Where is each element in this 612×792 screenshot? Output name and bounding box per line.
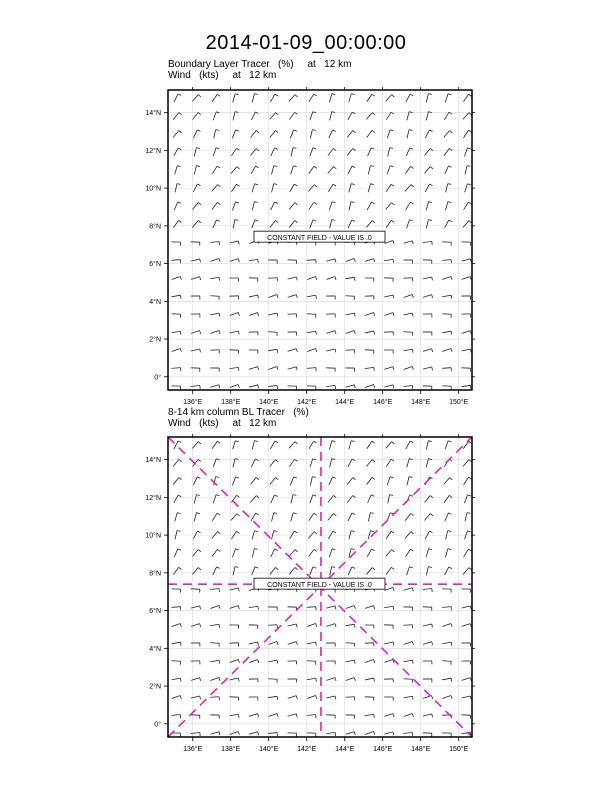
wind-barb — [388, 495, 393, 504]
wind-barb — [386, 567, 394, 574]
wind-barb — [271, 549, 278, 557]
wind-barb — [249, 697, 258, 701]
wind-barb — [310, 477, 315, 486]
wind-barb — [462, 678, 472, 681]
wind-barb — [249, 714, 259, 717]
wind-barb — [384, 587, 394, 590]
wind-barb — [384, 642, 394, 645]
wind-barb — [307, 715, 316, 718]
wind-barb — [289, 459, 297, 466]
wind-barb — [348, 567, 355, 575]
wind-barb — [251, 477, 259, 484]
lon-tick-label: 140°E — [259, 746, 279, 753]
wind-barb — [328, 495, 336, 502]
wind-barb — [291, 513, 297, 522]
wind-barb — [326, 661, 335, 664]
wind-barb — [230, 588, 240, 591]
wind-barb — [249, 732, 259, 735]
wind-barb — [173, 567, 181, 574]
wind-barb — [346, 624, 355, 627]
wind-barb — [213, 567, 220, 575]
lat-tick-label: 4°N — [149, 645, 161, 653]
wind-barb — [268, 625, 277, 628]
wind-barb — [329, 477, 336, 485]
wind-barb — [423, 733, 432, 737]
page-title: 2014-01-09_00:00:00 — [205, 32, 407, 54]
wind-barb — [210, 643, 219, 647]
wind-barb — [404, 713, 414, 716]
wind-barb — [270, 477, 278, 484]
wind-barb — [210, 589, 219, 592]
wind-barb — [270, 567, 278, 574]
wind-barb — [252, 441, 258, 450]
wind-barb — [310, 495, 316, 503]
wind-barb — [423, 588, 432, 591]
wind-barb — [368, 513, 373, 522]
wind-barb — [405, 513, 413, 520]
wind-barb — [442, 623, 452, 626]
wind-barb — [172, 642, 181, 645]
svg-text:CONSTANT FIELD - VALUE IS .0: CONSTANT FIELD - VALUE IS .0 — [267, 581, 372, 589]
wind-barb — [329, 441, 335, 450]
lat-tick-label: 14°N — [145, 110, 161, 118]
wind-barb — [346, 660, 356, 663]
wind-barb — [386, 459, 394, 467]
constant-field-annotation — [254, 578, 385, 589]
wind-barb — [210, 624, 219, 627]
wind-barb — [367, 477, 375, 484]
wind-barb — [326, 624, 336, 627]
wind-barb — [444, 495, 452, 502]
wind-barb — [346, 678, 356, 681]
wind-barb — [426, 441, 432, 450]
lat-tick-label: 14°N — [145, 457, 161, 465]
wind-barb — [384, 679, 393, 682]
lat-tick-label: 0° — [154, 374, 161, 382]
wind-barb — [173, 460, 181, 467]
wind-barb — [365, 625, 374, 629]
wind-barb — [442, 642, 451, 645]
wind-barb — [426, 567, 431, 576]
wind-barb — [212, 441, 220, 448]
wind-barb — [230, 731, 240, 734]
wind-barb — [423, 661, 432, 664]
wind-barb — [231, 514, 240, 521]
lat-tick-label: 2°N — [149, 683, 161, 691]
wind-barb — [329, 549, 335, 558]
wind-barb — [442, 695, 452, 698]
wind-barb — [288, 624, 298, 627]
wind-barb — [233, 441, 239, 450]
wind-barb — [346, 643, 355, 647]
wind-barb — [191, 643, 200, 646]
wind-barb — [407, 459, 413, 468]
wind-barb — [233, 567, 238, 576]
wind-barb — [309, 513, 317, 520]
lon-tick-label: 150°E — [449, 399, 469, 406]
wind-barb — [445, 513, 452, 521]
wind-barb — [310, 459, 316, 468]
wind-barb — [230, 678, 240, 681]
wind-barb — [268, 679, 277, 683]
lat-tick-label: 0° — [154, 721, 161, 729]
lon-tick-label: 146°E — [373, 746, 393, 753]
wind-barb — [213, 459, 219, 467]
wind-barb — [210, 732, 220, 735]
wind-barb — [346, 715, 355, 719]
wind-barb — [252, 567, 259, 575]
lon-tick-label: 144°E — [335, 399, 355, 406]
wind-barb — [442, 607, 451, 610]
wind-barb — [423, 642, 433, 645]
wind-barb — [230, 606, 240, 609]
wind-barb — [442, 661, 451, 665]
wind-barb — [268, 642, 278, 645]
wind-barb — [232, 549, 238, 557]
wind-barb — [249, 660, 259, 663]
wind-barb — [193, 477, 200, 485]
lat-tick-label: 6°N — [149, 261, 161, 269]
wind-barb — [191, 732, 200, 735]
lon-tick-label: 150°E — [449, 746, 469, 753]
lon-tick-label: 148°E — [411, 399, 431, 406]
wind-barb — [289, 567, 297, 574]
wind-barb — [368, 495, 375, 503]
wind-barb — [348, 513, 355, 521]
wind-barb — [174, 549, 181, 557]
wind-barb — [384, 625, 393, 629]
wind-barb — [191, 715, 200, 719]
wind-barb — [212, 549, 220, 556]
wind-barb — [172, 623, 182, 626]
wind-barb — [444, 478, 453, 485]
wind-barb — [463, 460, 472, 467]
wind-barb — [172, 695, 182, 698]
bottom-field-label: 8-14 km column BL Tracer (%) — [168, 407, 309, 418]
wind-barb — [365, 643, 374, 646]
wind-barb — [210, 715, 219, 719]
wind-barb — [347, 478, 355, 485]
wind-barb — [442, 733, 451, 737]
lat-tick-label: 12°N — [145, 147, 161, 155]
wind-barb — [423, 607, 432, 611]
wind-barb — [462, 696, 472, 699]
lon-tick-label: 144°E — [335, 746, 355, 753]
wind-barb — [424, 514, 432, 521]
wind-barb — [288, 714, 298, 717]
wind-barb — [288, 661, 297, 664]
wind-barb — [404, 642, 414, 645]
wind-barb — [386, 550, 395, 557]
wind-barb — [213, 495, 219, 504]
wind-barb — [309, 549, 317, 556]
wind-barb — [465, 513, 470, 522]
wind-barb — [423, 696, 433, 699]
wind-barb — [404, 588, 414, 591]
wind-barb — [194, 513, 200, 522]
wind-barb — [445, 567, 452, 575]
wind-barb — [172, 661, 181, 665]
wind-barb — [192, 550, 200, 557]
wind-barb — [365, 731, 375, 734]
lon-tick-label: 142°E — [297, 746, 317, 753]
wind-barb — [406, 549, 414, 557]
wind-barb — [252, 549, 257, 558]
wind-barb — [288, 696, 298, 699]
wind-barb — [249, 625, 258, 629]
wind-barb — [386, 442, 395, 449]
wind-barb — [387, 513, 393, 521]
wind-barb — [365, 606, 375, 609]
wind-barb — [346, 732, 356, 735]
bottom-wind-label: Wind (kts) at 12 km — [168, 418, 277, 429]
wind-barb — [268, 660, 278, 663]
wind-barb — [192, 442, 201, 449]
wind-barb — [384, 660, 394, 663]
svg-text:CONSTANT FIELD - VALUE IS .0: CONSTANT FIELD - VALUE IS .0 — [267, 234, 372, 242]
wind-barb — [249, 606, 258, 609]
wind-barb — [462, 589, 471, 593]
lat-tick-label: 4°N — [149, 298, 161, 306]
wind-barb — [270, 460, 278, 467]
lon-tick-label: 148°E — [411, 746, 431, 753]
wind-barb — [172, 589, 181, 593]
wind-barb — [404, 696, 413, 699]
lon-tick-label: 146°E — [373, 399, 393, 406]
wind-barb — [365, 678, 375, 681]
wind-barb — [326, 678, 336, 681]
wind-barb — [407, 567, 413, 576]
wind-barb — [404, 679, 413, 683]
lat-tick-label: 8°N — [149, 223, 161, 231]
wind-barb — [212, 513, 220, 521]
wind-barb — [365, 714, 374, 717]
wind-barb — [349, 441, 355, 450]
wind-barb — [384, 732, 394, 735]
wind-barb — [307, 661, 316, 665]
wind-barb — [210, 697, 219, 700]
wind-barb — [210, 678, 220, 681]
wind-barb — [367, 441, 375, 449]
wind-barb — [326, 606, 336, 609]
wind-barb — [289, 442, 298, 449]
wind-barb — [191, 589, 200, 593]
lon-tick-label: 142°E — [297, 399, 317, 406]
wind-barb — [326, 732, 335, 735]
wind-barb — [406, 441, 413, 449]
wind-barb — [423, 624, 433, 627]
wind-barb — [462, 624, 472, 627]
wind-barb — [290, 477, 297, 485]
wind-barb — [463, 568, 472, 575]
lat-tick-label: 10°N — [145, 185, 161, 193]
wind-barb — [309, 441, 317, 449]
wind-barb — [230, 660, 240, 663]
wind-barb — [172, 678, 181, 681]
wind-barb — [210, 660, 220, 663]
wind-barb — [272, 513, 278, 522]
wind-barb — [384, 606, 393, 609]
wind-barb — [288, 607, 297, 611]
wind-barb — [442, 589, 451, 593]
wind-barb — [307, 678, 316, 681]
wind-barb — [288, 733, 297, 737]
wind-barb — [384, 714, 394, 717]
wind-barb — [462, 643, 471, 646]
wind-barb — [365, 660, 375, 663]
wind-barb — [464, 477, 472, 484]
wind-barb — [232, 477, 239, 485]
wind-barb — [426, 549, 432, 558]
lon-tick-label: 138°E — [221, 399, 241, 406]
wind-barb — [307, 642, 316, 645]
wind-barb — [423, 679, 432, 682]
wind-barb — [249, 679, 258, 682]
wind-barb — [346, 697, 355, 700]
wind-barb — [307, 733, 316, 737]
wind-barb — [404, 733, 413, 736]
wind-barb — [462, 661, 471, 664]
wind-barb — [191, 661, 200, 664]
wind-barb — [268, 733, 277, 736]
wind-barb — [464, 549, 472, 557]
wind-barb — [326, 643, 335, 646]
wind-barb — [268, 607, 277, 611]
lon-tick-label: 140°E — [259, 399, 279, 406]
wind-barb — [426, 459, 432, 468]
wind-barb — [404, 625, 413, 628]
lon-tick-label: 138°E — [221, 746, 241, 753]
lat-tick-label: 12°N — [145, 494, 161, 502]
wind-barb — [445, 441, 451, 450]
wind-barb — [307, 607, 316, 610]
top-field-label: Boundary Layer Tracer (%) at 12 km — [168, 59, 352, 70]
wind-barb — [445, 549, 451, 558]
wind-barb — [462, 715, 471, 719]
wind-barb — [310, 567, 317, 575]
wind-barb — [194, 495, 200, 504]
wind-barb — [326, 696, 336, 699]
wind-barb — [250, 496, 259, 503]
lat-tick-label: 8°N — [149, 570, 161, 578]
wind-barb — [268, 713, 278, 716]
lon-tick-label: 136°E — [183, 399, 203, 406]
wind-barb — [423, 714, 433, 717]
wind-barb — [191, 696, 201, 699]
wind-barb — [462, 606, 472, 609]
wind-barb — [288, 642, 298, 645]
wind-barb — [384, 697, 393, 701]
wind-barb — [289, 550, 298, 557]
wind-barb — [175, 513, 181, 522]
wind-barb — [172, 715, 181, 718]
wind-barb — [210, 605, 220, 608]
wind-barb — [249, 642, 259, 645]
wind-barb — [288, 679, 297, 682]
wind-barb — [270, 441, 278, 449]
wind-barb — [387, 477, 393, 486]
wind-barb — [251, 459, 258, 467]
wind-barb — [347, 496, 355, 503]
lat-tick-label: 6°N — [149, 608, 161, 616]
wind-barb — [407, 477, 412, 486]
wind-barb — [366, 568, 374, 575]
wind-barb — [173, 478, 181, 485]
wind-barb — [404, 660, 414, 663]
wind-barb — [365, 697, 374, 701]
wind-barb — [346, 605, 356, 608]
wind-barb — [172, 733, 181, 737]
lat-tick-label: 2°N — [149, 336, 161, 344]
wind-barb — [291, 495, 296, 504]
top-wind-label: Wind (kts) at 12 km — [168, 70, 277, 81]
wind-barb — [442, 678, 451, 681]
wind-barb — [348, 459, 355, 467]
wind-barb — [326, 715, 335, 719]
wind-barb — [328, 514, 337, 521]
wind-barb — [464, 495, 470, 503]
wind-barb — [307, 623, 317, 626]
wind-barb — [192, 568, 200, 575]
wind-barb — [404, 607, 413, 611]
lat-tick-label: 10°N — [145, 532, 161, 540]
wind-barb — [307, 695, 317, 698]
wind-barb — [367, 549, 374, 557]
wind-barb — [268, 696, 277, 699]
wind-barb — [271, 495, 278, 503]
wind-barb — [366, 460, 375, 467]
wind-barb — [172, 607, 181, 610]
wind-barb — [251, 513, 259, 521]
wind-barb — [174, 495, 181, 503]
lon-tick-label: 136°E — [183, 746, 203, 753]
wind-barb — [424, 496, 432, 503]
